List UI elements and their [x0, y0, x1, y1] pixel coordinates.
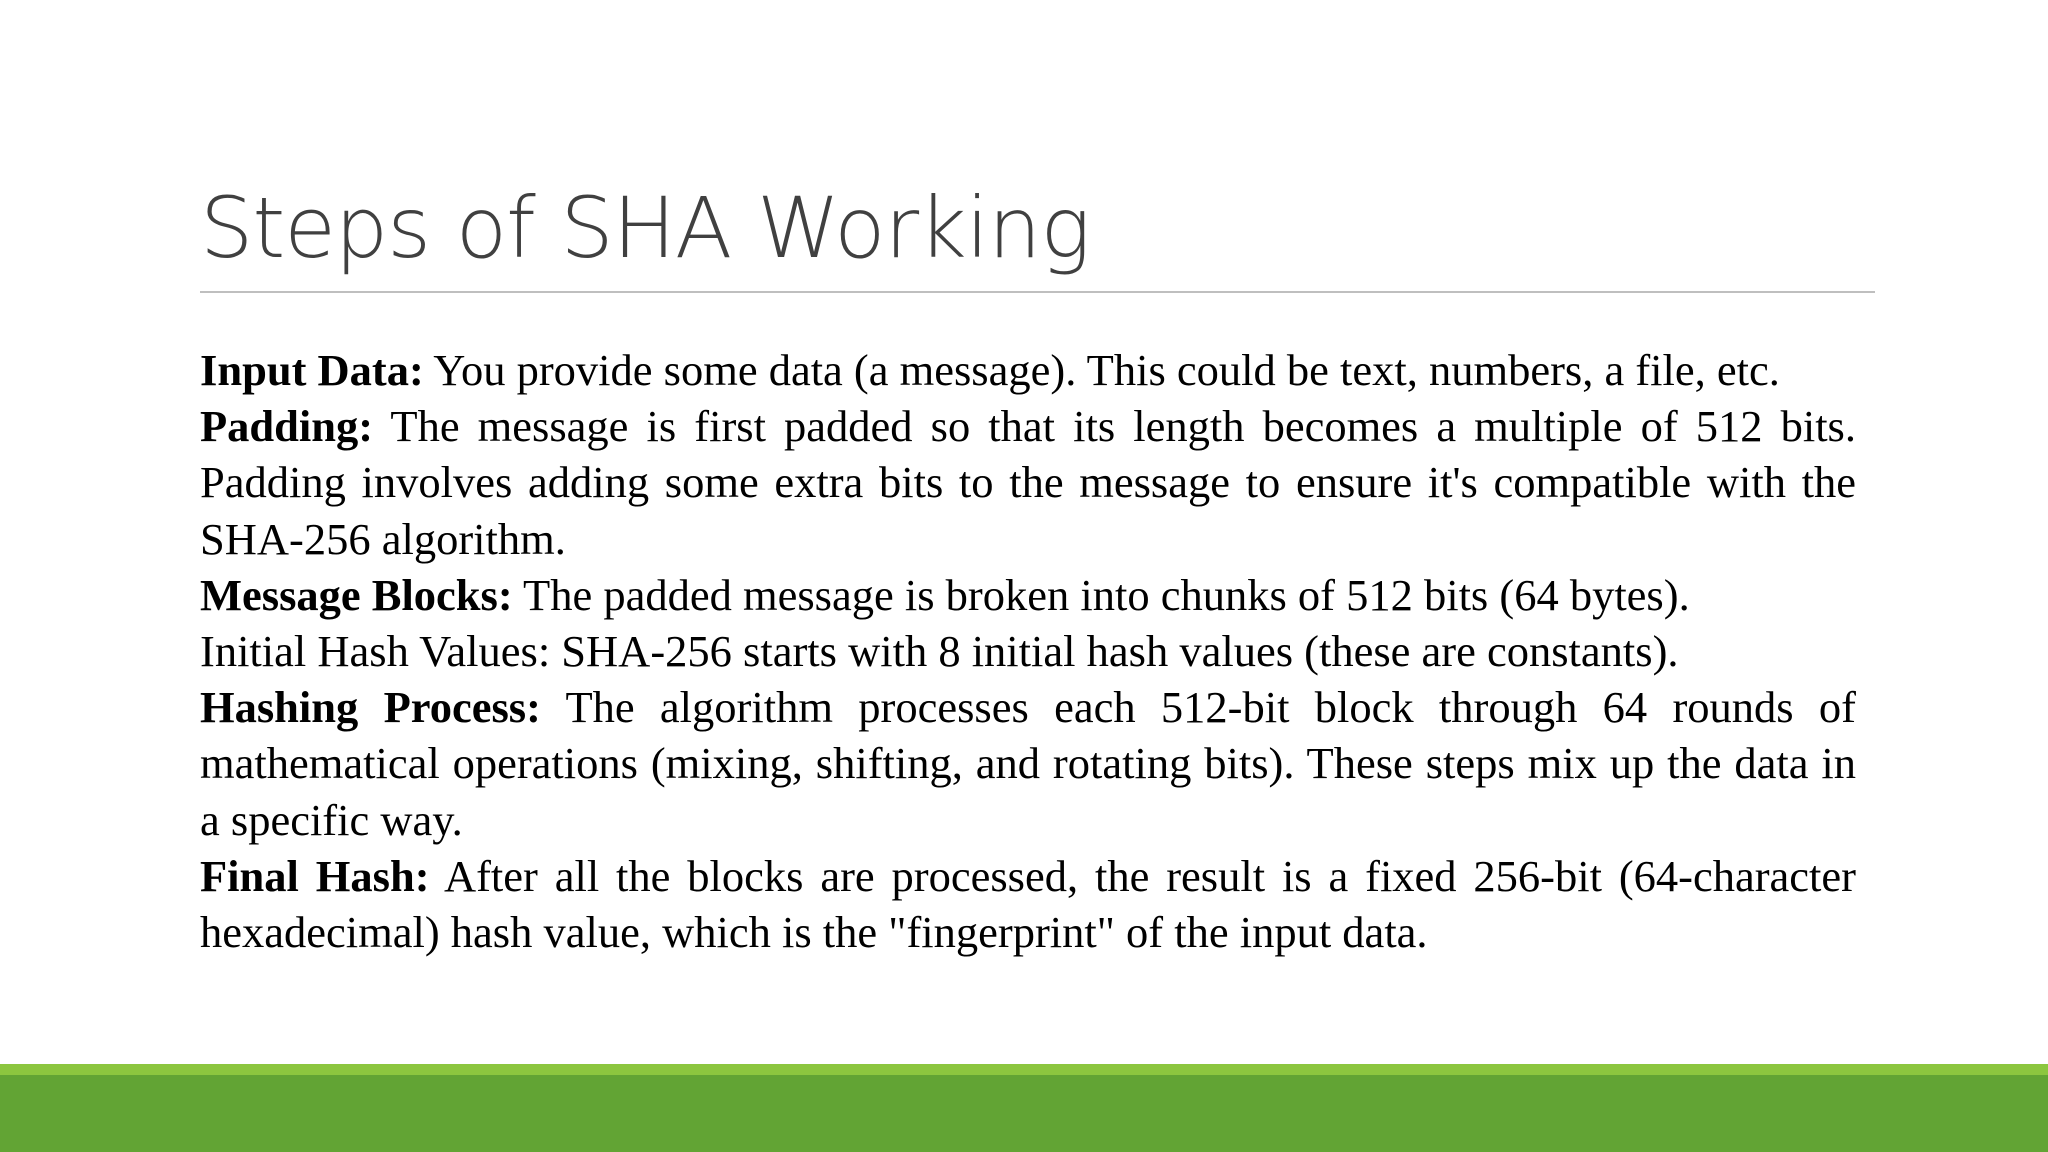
step-label: Final Hash: — [200, 850, 430, 901]
step-hashing-process — [200, 679, 1856, 848]
step-text: After all the blocks are processed, the result is a fixed 256-bit (64-character hexadecimal) hash value, which is the "fingerprint" of the input data. — [200, 850, 1856, 958]
slide-title: Steps of SHA Working — [200, 179, 1090, 277]
slide-body — [200, 342, 1856, 960]
title-divider — [200, 291, 1875, 293]
step-text: The padded message is broken into chunks of 512 bits (64 bytes). — [512, 569, 1690, 620]
step-initial-hash-values — [200, 623, 1856, 679]
step-text: Initial Hash Values: SHA-256 starts with 8 initial hash values (these are constants). — [200, 626, 1679, 677]
step-text: The message is first padded so that its length becomes a multiple of 512 bits. Padding involves adding some extra bits to the message to ensure it's compatible with the SHA-256 algorithm. — [200, 401, 1856, 564]
footer-band — [0, 1075, 2048, 1152]
step-padding — [200, 398, 1856, 567]
step-final-hash — [200, 848, 1856, 960]
step-label: Padding: — [200, 401, 374, 452]
step-label: Message Blocks: — [200, 569, 513, 620]
step-input-data — [200, 342, 1856, 398]
step-label: Input Data: — [200, 345, 424, 395]
step-message-blocks — [200, 567, 1856, 623]
step-text: The algorithm processes each 512-bit block through 64 rounds of mathematical operations (mixing, shifting, and rotating bits). These steps mix up the data in a specific way. — [200, 682, 1856, 845]
step-label: Hashing Process: — [200, 682, 541, 733]
footer-accent-band — [0, 1064, 2048, 1075]
step-text: You provide some data (a message). This could be text, numbers, a file, etc. — [423, 345, 1780, 395]
